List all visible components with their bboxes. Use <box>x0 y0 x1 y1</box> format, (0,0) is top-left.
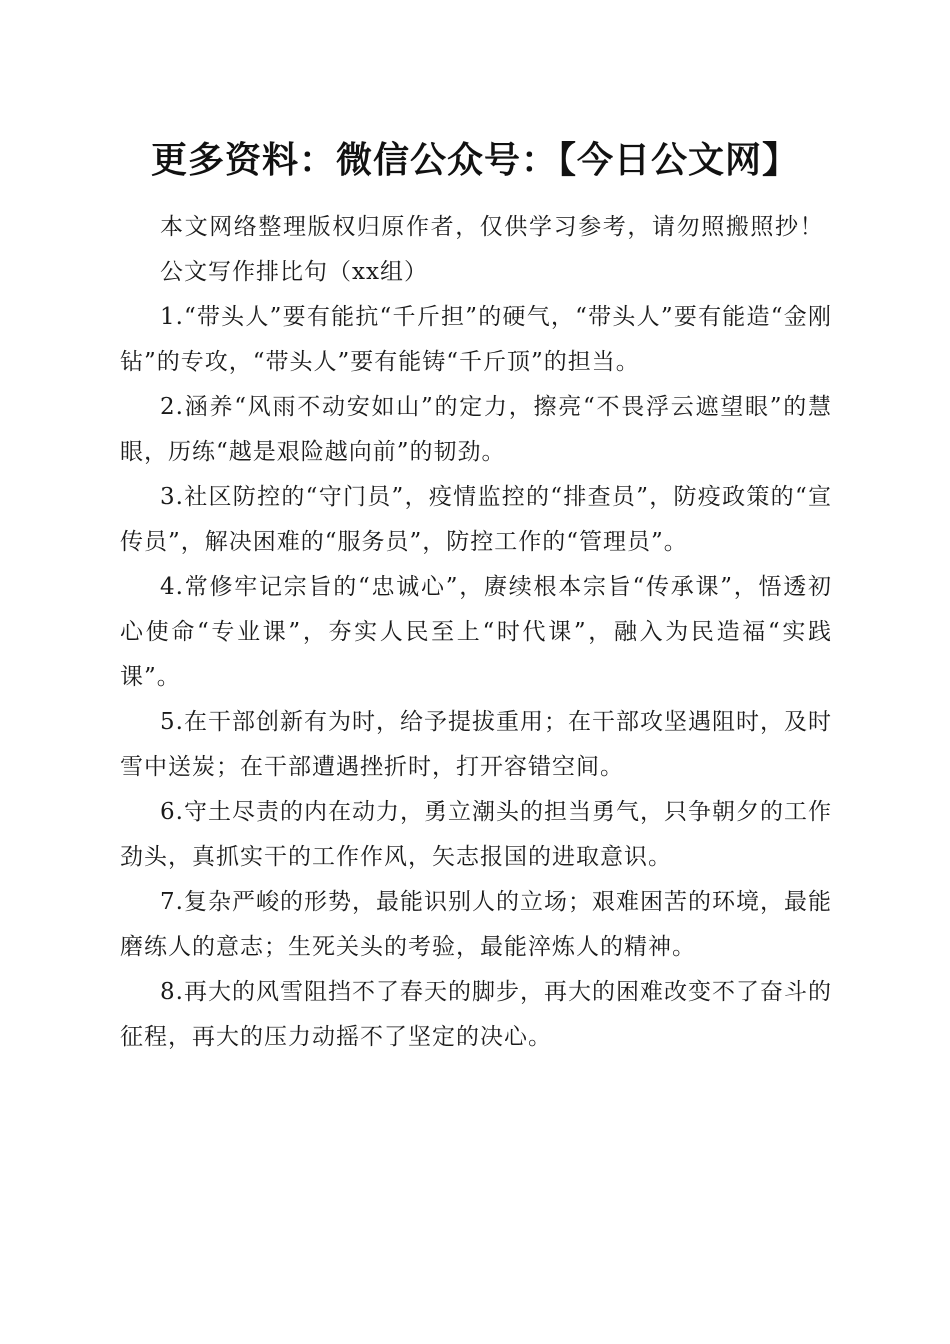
list-item: 7.复杂严峻的形势，最能识别人的立场；艰难困苦的环境，最能磨练人的意志；生死关头的考验，最能淬炼人的精神。 <box>120 889 832 960</box>
list-item: 4.常修牢记宗旨的“忠诚心”，赓续根本宗旨“传承课”，悟透初心使命“专业课”，夯实人民至上“时代课”，融入为民造福“实践课”。 <box>120 574 832 690</box>
list-item: 8.再大的风雪阻挡不了春天的脚步，再大的困难改变不了奋斗的征程，再大的压力动摇不了坚定的决心。 <box>120 979 832 1050</box>
document-subtitle: 公文写作排比句（xx组） <box>160 259 428 285</box>
list-item: 2.涵养“风雨不动安如山”的定力，擦亮“不畏浮云遮望眼”的慧眼，历练“越是艰险越向前”的韧劲。 <box>120 394 832 465</box>
list-item: 6.守土尽责的内在动力，勇立潮头的担当勇气，只争朝夕的工作劲头，真抓实干的工作作风，矢志报国的进取意识。 <box>120 799 832 870</box>
list-item: 3.社区防控的“守门员”，疫情监控的“排查员”，防疫政策的“宣传员”，解决困难的“服务员”，防控工作的“管理员”。 <box>120 484 832 555</box>
page-title: 更多资料：微信公众号：【今日公文网】 <box>150 140 799 181</box>
document-body <box>120 205 832 1060</box>
copyright-disclaimer: 本文网络整理版权归原作者，仅供学习参考，请勿照搬照抄！ <box>160 214 825 240</box>
list-item: 1.“带头人”要有能抗“千斤担”的硬气，“带头人”要有能造“金刚钻”的专攻，“带头人”要有能铸“千斤顶”的担当。 <box>120 304 832 375</box>
list-item: 5.在干部创新有为时，给予提拔重用；在干部攻坚遇阻时，及时雪中送炭；在干部遭遇挫折时，打开容错空间。 <box>120 709 832 780</box>
